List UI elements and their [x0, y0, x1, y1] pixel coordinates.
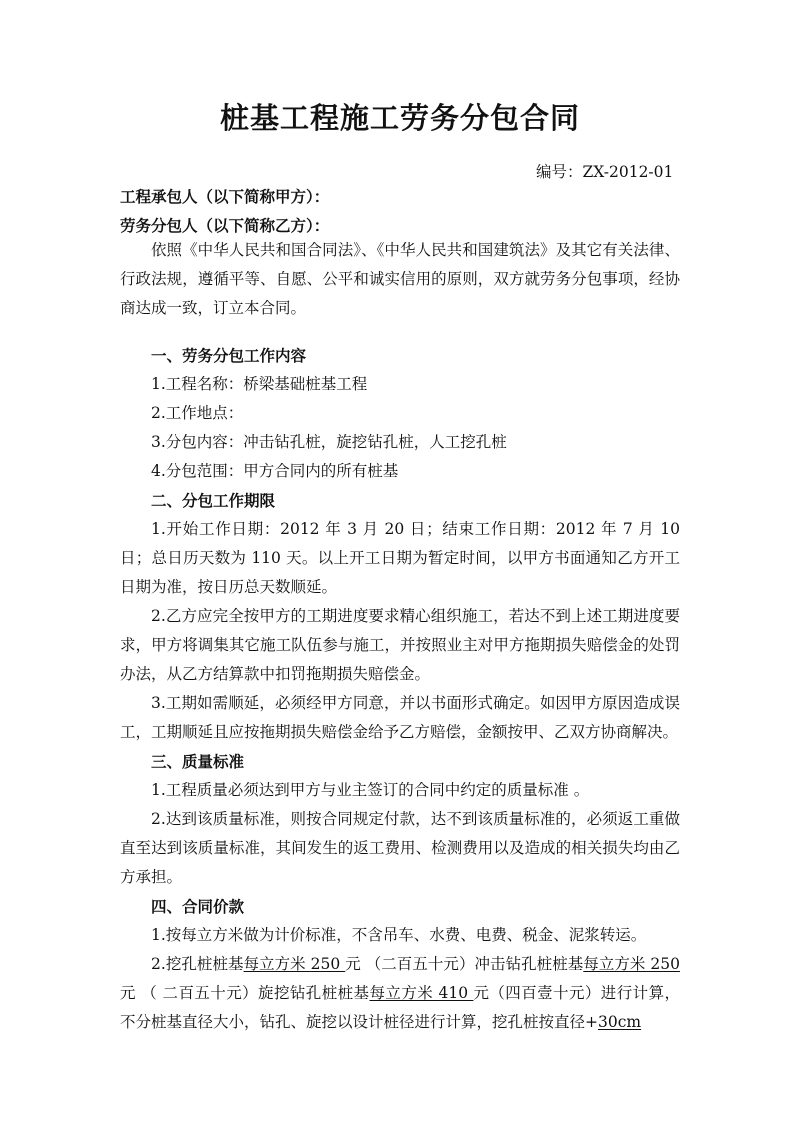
section-4-heading: 四、合同价款 — [151, 897, 245, 916]
section-1-item: 3.分包内容：冲击钻孔桩，旋挖钻孔桩，人工挖孔桩 — [151, 433, 507, 451]
intro-text: 依照《中华人民共和国合同法》、《中华人民共和国建筑法》及其它有关法律、行政法规，遵循平等、自愿、公平和诚实信用的原则，双方就劳务分包事项，经协商达成一致，订立本合同。 — [120, 241, 680, 317]
section-4-item: 1.按每立方米做为计价标准，不含吊车、水费、电费、税金、泥浆转运。 — [151, 926, 647, 944]
section-3-item: 1.工程质量必须达到甲方与业主签订的合同中约定的质量标准 。 — [151, 781, 590, 799]
document-number: 编号：ZX-2012-01 — [536, 163, 674, 181]
document-title: 桩基工程施工劳务分包合同 — [219, 101, 580, 135]
section-4-price-item — [120, 950, 680, 1037]
price-underlined-value: 每立方米 410 — [369, 984, 474, 1002]
section-1 — [120, 341, 680, 1037]
price-underlined-value: 每立方米 250 — [243, 955, 346, 973]
price-text: 2.挖孔桩桩基 — [151, 955, 244, 973]
section-2-item: 1.开始工作日期：2012 年 3 月 20 日；结束工作日期：2012 年 7 月 10 日；总日历天数为 110 天。以上开工日期为暂定时间，以甲方书面通知乙方开工日期为准，按日历总天数顺延。 — [120, 520, 680, 596]
party-a-line: 工程承包人（以下简称甲方）： — [120, 187, 330, 206]
section-2-item: 2.乙方应完全按甲方的工期进度要求精心组织施工，若达不到上述工期进度要求，甲方将调集其它施工队伍参与施工，并按照业主对甲方拖期损失赔偿金的处罚办法，从乙方结算款中扣罚拖期损失赔偿金。 — [120, 607, 680, 683]
price-text: 元 （二百五十元）冲击钻孔桩桩基 — [345, 955, 584, 973]
price-underlined-value: 每立方米 250 — [583, 955, 680, 973]
section-1-item: 2.工作地点： — [151, 404, 244, 422]
intro-paragraph — [120, 236, 680, 323]
section-1-heading: 一、劳务分包工作内容 — [151, 346, 307, 365]
price-text: 元（四百壹十元）进行计算，不分桩基直径大小，钻孔、旋挖以设计桩径进行计算，挖孔桩按直径+ — [120, 984, 680, 1031]
price-text: 元 （ 二百五十元）旋挖钻孔桩桩基 — [120, 984, 370, 1002]
party-b-line: 劳务分包人（以下简称乙方）： — [120, 216, 330, 235]
section-3-item: 2.达到该质量标准，则按合同规定付款，达不到该质量标准的，必须返工重做直至达到该质量标准，其间发生的返工费用、检测费用以及造成的相关损失均由乙方承担。 — [120, 810, 680, 886]
section-3-heading: 三、质量标准 — [151, 752, 245, 771]
section-2-item: 3.工期如需顺延，必须经甲方同意，并以书面形式确定。如因甲方原因造成误工，工期顺延且应按拖期损失赔偿金给予乙方赔偿，金额按甲、乙双方协商解决。 — [120, 694, 680, 741]
section-1-item: 1.工程名称：桥梁基础桩基工程 — [151, 375, 368, 393]
section-1-item: 4.分包范围：甲方合同内的所有桩基 — [151, 462, 399, 480]
price-underlined-value: 30cm — [598, 1013, 642, 1031]
section-2-heading: 二、分包工作期限 — [151, 491, 276, 510]
